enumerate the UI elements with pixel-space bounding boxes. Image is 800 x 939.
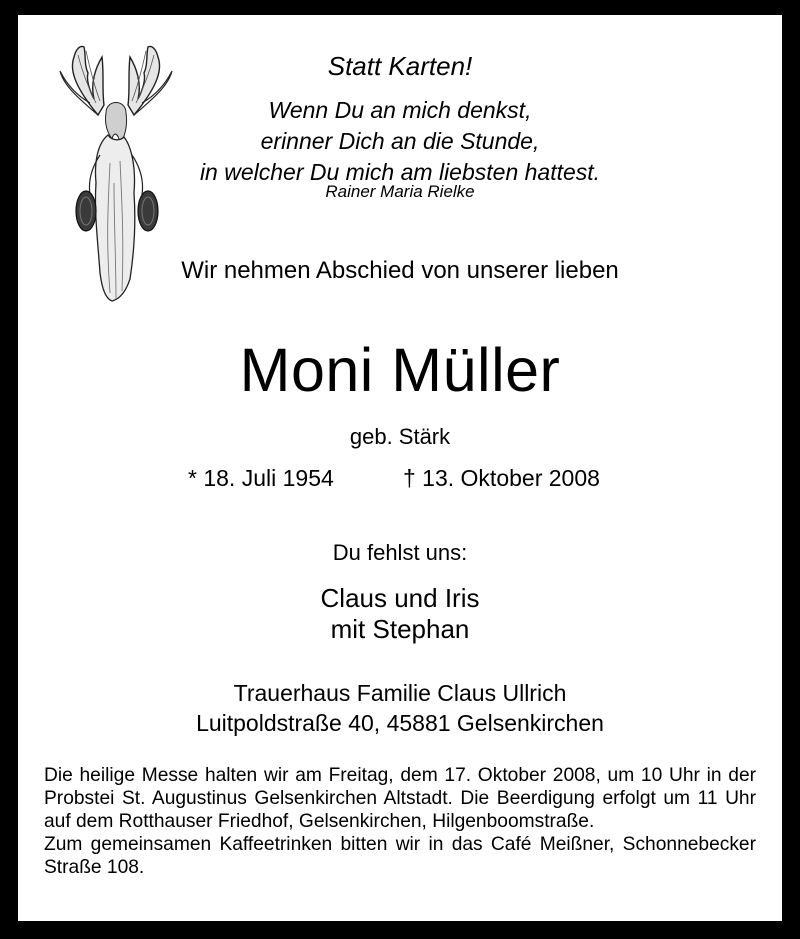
poem-line: erinner Dich an die Stunde, (260, 128, 540, 154)
poem-author: Rainer Maria Rielke (325, 182, 475, 201)
family-line: Claus und Iris (320, 583, 480, 613)
mourning-house-address: Luitpoldstraße 40, 45881 Gelsenkirchen (196, 710, 604, 736)
deceased-name: Moni Müller (239, 336, 561, 404)
maiden-name: geb. Stärk (349, 424, 451, 449)
miss-line: Du fehlst uns: (332, 540, 468, 565)
mourning-house-name: Trauerhaus Familie Claus Ullrich (233, 680, 567, 706)
poem (18, 95, 782, 188)
coffee-paragraph: Zum gemeinsamen Kaffeetrinken bitten wir in das Café Meißner, Schonnebecker Straße 108. (44, 834, 756, 878)
death-date: † 13. Oktober 2008 (403, 465, 600, 491)
poem-line: in welcher Du mich am liebsten hattest. (199, 159, 601, 185)
mass-burial-paragraph: Die heilige Messe halten wir am Freitag, dem 17. Oktober 2008, um 10 Uhr in der Probstei St. Augustinus Gelsenkirchen Altstadt. Die Beerdigung erfolgt um 11 Uhr auf dem Rotthauser Friedhof, Gelsenkirchen, Hilgenboomstraße. (44, 765, 756, 832)
service-notice (44, 764, 756, 879)
obituary-card (18, 15, 782, 921)
birth-date: * 18. Juli 1954 (188, 465, 334, 491)
mourning-family (18, 583, 782, 645)
mourning-house (18, 678, 782, 738)
farewell-intro: Wir nehmen Abschied von unserer lieben (181, 257, 619, 284)
statt-karten-heading: Statt Karten! (327, 51, 473, 81)
poem-line: Wenn Du an mich denkst, (268, 97, 532, 123)
family-line: mit Stephan (330, 614, 470, 644)
